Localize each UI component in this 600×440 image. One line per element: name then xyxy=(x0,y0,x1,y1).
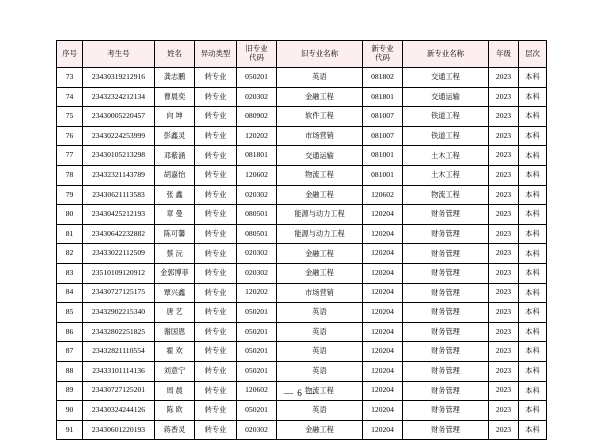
table-cell: 081007 xyxy=(363,126,403,146)
table-cell: 120204 xyxy=(363,263,403,283)
table-cell: 120202 xyxy=(237,126,277,146)
table-row xyxy=(57,185,547,205)
table-cell: 120204 xyxy=(363,361,403,381)
table-row xyxy=(57,322,547,342)
table-cell: 土木工程 xyxy=(403,165,489,185)
table-cell: 2023 xyxy=(489,322,519,342)
table-row xyxy=(57,87,547,107)
table-cell: 转专业 xyxy=(195,420,237,440)
table-cell: 陈 欧 xyxy=(155,401,195,421)
table-cell: 2023 xyxy=(489,205,519,225)
table-cell: 财务管理 xyxy=(403,401,489,421)
table-cell: 转专业 xyxy=(195,381,237,401)
table-cell: 英语 xyxy=(277,68,363,88)
table-row xyxy=(57,165,547,185)
table-row xyxy=(57,68,547,88)
table-cell: 2023 xyxy=(489,420,519,440)
table-cell: 120204 xyxy=(363,381,403,401)
table-cell: 本科 xyxy=(519,185,547,205)
table-row xyxy=(57,283,547,303)
table-row xyxy=(57,263,547,283)
table-cell: 谢国恩 xyxy=(155,322,195,342)
table-cell: 财务管理 xyxy=(403,244,489,264)
table-cell: 020302 xyxy=(237,244,277,264)
table-cell: 120204 xyxy=(363,283,403,303)
table-cell: 84 xyxy=(57,283,83,303)
table-cell: 转专业 xyxy=(195,68,237,88)
table-cell: 83 xyxy=(57,263,83,283)
table-cell: 86 xyxy=(57,322,83,342)
table-cell: 2023 xyxy=(489,401,519,421)
table-cell: 财务管理 xyxy=(403,303,489,323)
table-cell: 转专业 xyxy=(195,244,237,264)
table-cell: 23430319212916 xyxy=(83,68,155,88)
table-cell: 土木工程 xyxy=(403,146,489,166)
table-cell: 23430642232882 xyxy=(83,224,155,244)
table-cell: 软件工程 xyxy=(277,107,363,127)
table-cell: 本科 xyxy=(519,244,547,264)
table-cell: 本科 xyxy=(519,342,547,362)
table-cell: 2023 xyxy=(489,361,519,381)
table-cell: 2023 xyxy=(489,126,519,146)
table-cell: 彭鑫灵 xyxy=(155,126,195,146)
table-cell: 铁道工程 xyxy=(403,107,489,127)
table-cell: 78 xyxy=(57,165,83,185)
table-cell: 转专业 xyxy=(195,107,237,127)
table-cell: 本科 xyxy=(519,420,547,440)
column-header-new-major-name: 新专业名称 xyxy=(403,41,489,68)
table-cell: 本科 xyxy=(519,401,547,421)
table-cell: 23430105213298 xyxy=(83,146,155,166)
table-cell: 财务管理 xyxy=(403,322,489,342)
column-header-student-name: 姓名 xyxy=(155,41,195,68)
table-cell: 转专业 xyxy=(195,87,237,107)
table-cell: 蒋香灵 xyxy=(155,420,195,440)
table-cell: 转专业 xyxy=(195,361,237,381)
table-cell: 23433022112509 xyxy=(83,244,155,264)
table-row xyxy=(57,342,547,362)
major-change-table xyxy=(56,40,547,440)
table-cell: 唐 艺 xyxy=(155,303,195,323)
table-cell: 120602 xyxy=(363,185,403,205)
table-cell: 本科 xyxy=(519,126,547,146)
table-cell: 金融工程 xyxy=(277,263,363,283)
table-cell: 转专业 xyxy=(195,165,237,185)
table-cell: 020302 xyxy=(237,87,277,107)
table-cell: 本科 xyxy=(519,283,547,303)
table-cell: 曹晨奕 xyxy=(155,87,195,107)
table-cell: 88 xyxy=(57,361,83,381)
table-cell: 23432324212134 xyxy=(83,87,155,107)
column-header-old-major-code-line1: 旧专业 xyxy=(245,44,268,54)
table-cell: 120204 xyxy=(363,342,403,362)
table-cell: 市场营销 xyxy=(277,283,363,303)
table-cell: 本科 xyxy=(519,322,547,342)
table-cell: 74 xyxy=(57,87,83,107)
table-cell: 转专业 xyxy=(195,322,237,342)
table-row xyxy=(57,401,547,421)
column-header-exam-number: 考生号 xyxy=(83,41,155,68)
table-cell: 本科 xyxy=(519,361,547,381)
table-cell: 本科 xyxy=(519,303,547,323)
table-cell: 财务管理 xyxy=(403,263,489,283)
table-cell: 020302 xyxy=(237,263,277,283)
column-header-change-type: 异动类型 xyxy=(195,41,237,68)
table-cell: 23430727125175 xyxy=(83,283,155,303)
table-cell: 金融工程 xyxy=(277,185,363,205)
table-cell: 120602 xyxy=(237,381,277,401)
table-cell: 金融工程 xyxy=(277,244,363,264)
table-cell: 080902 xyxy=(237,107,277,127)
table-cell: 73 xyxy=(57,68,83,88)
table-cell: 050201 xyxy=(237,361,277,381)
table-cell: 90 xyxy=(57,401,83,421)
table-header xyxy=(57,41,547,68)
column-header-level: 层次 xyxy=(519,41,547,68)
table-cell: 交通运输 xyxy=(277,146,363,166)
table-cell: 050201 xyxy=(237,342,277,362)
table-cell: 英语 xyxy=(277,361,363,381)
table-cell: 23432321143789 xyxy=(83,165,155,185)
table-cell: 财务管理 xyxy=(403,381,489,401)
table-cell: 081001 xyxy=(363,146,403,166)
table-cell: 英语 xyxy=(277,401,363,421)
table-cell: 120204 xyxy=(363,420,403,440)
table-cell: 020302 xyxy=(237,185,277,205)
table-cell: 章 曼 xyxy=(155,205,195,225)
table-cell: 050201 xyxy=(237,401,277,421)
table-cell: 张 鑫 xyxy=(155,185,195,205)
table-cell: 050201 xyxy=(237,68,277,88)
table-cell: 蔡 沅 xyxy=(155,244,195,264)
table-cell: 转专业 xyxy=(195,342,237,362)
table-cell: 080501 xyxy=(237,224,277,244)
table-cell: 财务管理 xyxy=(403,361,489,381)
table-cell: 2023 xyxy=(489,342,519,362)
table-cell: 能源与动力工程 xyxy=(277,205,363,225)
table-cell: 2023 xyxy=(489,263,519,283)
table-cell: 财务管理 xyxy=(403,224,489,244)
table-cell: 本科 xyxy=(519,107,547,127)
table-cell: 120204 xyxy=(363,244,403,264)
table-cell: 胡嘉怡 xyxy=(155,165,195,185)
table-cell: 财务管理 xyxy=(403,420,489,440)
table-cell: 财务管理 xyxy=(403,342,489,362)
table-cell: 2023 xyxy=(489,146,519,166)
table-cell: 81 xyxy=(57,224,83,244)
table-cell: 龚志鹏 xyxy=(155,68,195,88)
table-cell: 金融工程 xyxy=(277,87,363,107)
column-header-old-major-code xyxy=(237,41,277,68)
table-cell: 交通工程 xyxy=(403,68,489,88)
table-cell: 金融工程 xyxy=(277,420,363,440)
table-row xyxy=(57,361,547,381)
table-cell: 金郭博菲 xyxy=(155,263,195,283)
table-cell: 本科 xyxy=(519,87,547,107)
table-row xyxy=(57,205,547,225)
table-cell: 23433101114136 xyxy=(83,361,155,381)
table-cell: 081007 xyxy=(363,107,403,127)
table-cell: 91 xyxy=(57,420,83,440)
major-change-table-wrapper xyxy=(56,40,546,440)
table-cell: 财务管理 xyxy=(403,205,489,225)
table-cell: 转专业 xyxy=(195,205,237,225)
table-cell: 081001 xyxy=(363,165,403,185)
table-cell: 82 xyxy=(57,244,83,264)
table-cell: 23430601220193 xyxy=(83,420,155,440)
table-row xyxy=(57,107,547,127)
column-header-sequence: 序号 xyxy=(57,41,83,68)
table-row xyxy=(57,224,547,244)
table-cell: 23430727125201 xyxy=(83,381,155,401)
table-cell: 本科 xyxy=(519,205,547,225)
table-cell: 转专业 xyxy=(195,303,237,323)
table-cell: 铁道工程 xyxy=(403,126,489,146)
table-cell: 120204 xyxy=(363,205,403,225)
table-cell: 转专业 xyxy=(195,126,237,146)
column-header-new-major-code-line2: 代码 xyxy=(375,53,390,62)
table-cell: 080501 xyxy=(237,205,277,225)
table-cell: 市场营销 xyxy=(277,126,363,146)
table-cell: 23430005220457 xyxy=(83,107,155,127)
table-cell: 本科 xyxy=(519,381,547,401)
table-row xyxy=(57,146,547,166)
table-cell: 76 xyxy=(57,126,83,146)
table-cell: 转专业 xyxy=(195,401,237,421)
table-cell: 75 xyxy=(57,107,83,127)
table-cell: 89 xyxy=(57,381,83,401)
table-cell: 85 xyxy=(57,303,83,323)
table-cell: 转专业 xyxy=(195,146,237,166)
table-cell: 120204 xyxy=(363,224,403,244)
table-cell: 2023 xyxy=(489,224,519,244)
table-cell: 23432902215340 xyxy=(83,303,155,323)
table-cell: 77 xyxy=(57,146,83,166)
table-cell: 2023 xyxy=(489,185,519,205)
table-cell: 英语 xyxy=(277,342,363,362)
table-cell: 120602 xyxy=(237,165,277,185)
table-cell: 081801 xyxy=(363,87,403,107)
table-cell: 23430224253999 xyxy=(83,126,155,146)
table-cell: 23430425212193 xyxy=(83,205,155,225)
table-cell: 120202 xyxy=(237,283,277,303)
table-cell: 081802 xyxy=(363,68,403,88)
table-row xyxy=(57,244,547,264)
table-cell: 87 xyxy=(57,342,83,362)
table-cell: 英语 xyxy=(277,322,363,342)
table-cell: 2023 xyxy=(489,283,519,303)
table-cell: 转专业 xyxy=(195,283,237,303)
table-row xyxy=(57,303,547,323)
table-cell: 081801 xyxy=(237,146,277,166)
table-cell: 物流工程 xyxy=(277,381,363,401)
table-cell: 交通运输 xyxy=(403,87,489,107)
table-cell: 能源与动力工程 xyxy=(277,224,363,244)
table-cell: 050201 xyxy=(237,303,277,323)
table-cell: 本科 xyxy=(519,165,547,185)
table-cell: 050201 xyxy=(237,322,277,342)
table-cell: 英语 xyxy=(277,303,363,323)
table-row xyxy=(57,126,547,146)
table-cell: 23510109120912 xyxy=(83,263,155,283)
table-row xyxy=(57,420,547,440)
table-cell: 陈可馨 xyxy=(155,224,195,244)
table-cell: 转专业 xyxy=(195,263,237,283)
table-cell: 财务管理 xyxy=(403,283,489,303)
table-cell: 本科 xyxy=(519,146,547,166)
table-cell: 2023 xyxy=(489,87,519,107)
column-header-grade: 年级 xyxy=(489,41,519,68)
table-body xyxy=(57,68,547,440)
table-cell: 120204 xyxy=(363,401,403,421)
table-cell: 2023 xyxy=(489,244,519,264)
table-cell: 霍 欢 xyxy=(155,342,195,362)
table-cell: 79 xyxy=(57,185,83,205)
table-cell: 向 坤 xyxy=(155,107,195,127)
table-cell: 2023 xyxy=(489,68,519,88)
table-cell: 020302 xyxy=(237,420,277,440)
table-cell: 23432802251825 xyxy=(83,322,155,342)
table-cell: 2023 xyxy=(489,303,519,323)
table-cell: 80 xyxy=(57,205,83,225)
table-cell: 物流工程 xyxy=(403,185,489,205)
column-header-new-major-code-line1: 新专业 xyxy=(371,44,394,54)
table-cell: 周 晨 xyxy=(155,381,195,401)
table-cell: 本科 xyxy=(519,263,547,283)
table-cell: 本科 xyxy=(519,68,547,88)
column-header-old-major-code-line2: 代码 xyxy=(249,53,264,62)
column-header-new-major-code xyxy=(363,41,403,68)
table-cell: 23430621113583 xyxy=(83,185,155,205)
table-cell: 2023 xyxy=(489,381,519,401)
table-cell: 120204 xyxy=(363,303,403,323)
table-cell: 物流工程 xyxy=(277,165,363,185)
page-footer: — 6 — xyxy=(284,388,316,398)
table-cell: 本科 xyxy=(519,224,547,244)
table-cell: 23430324244126 xyxy=(83,401,155,421)
table-cell: 转专业 xyxy=(195,185,237,205)
table-cell: 邓紫涵 xyxy=(155,146,195,166)
table-header-row xyxy=(57,41,547,68)
column-header-old-major-name: 旧专业名称 xyxy=(277,41,363,68)
table-cell: 2023 xyxy=(489,107,519,127)
table-cell: 转专业 xyxy=(195,224,237,244)
table-cell: 2023 xyxy=(489,165,519,185)
table-cell: 23432821110554 xyxy=(83,342,155,362)
table-cell: 120204 xyxy=(363,322,403,342)
table-cell: 覃兴鑫 xyxy=(155,283,195,303)
table-cell: 刘意宁 xyxy=(155,361,195,381)
